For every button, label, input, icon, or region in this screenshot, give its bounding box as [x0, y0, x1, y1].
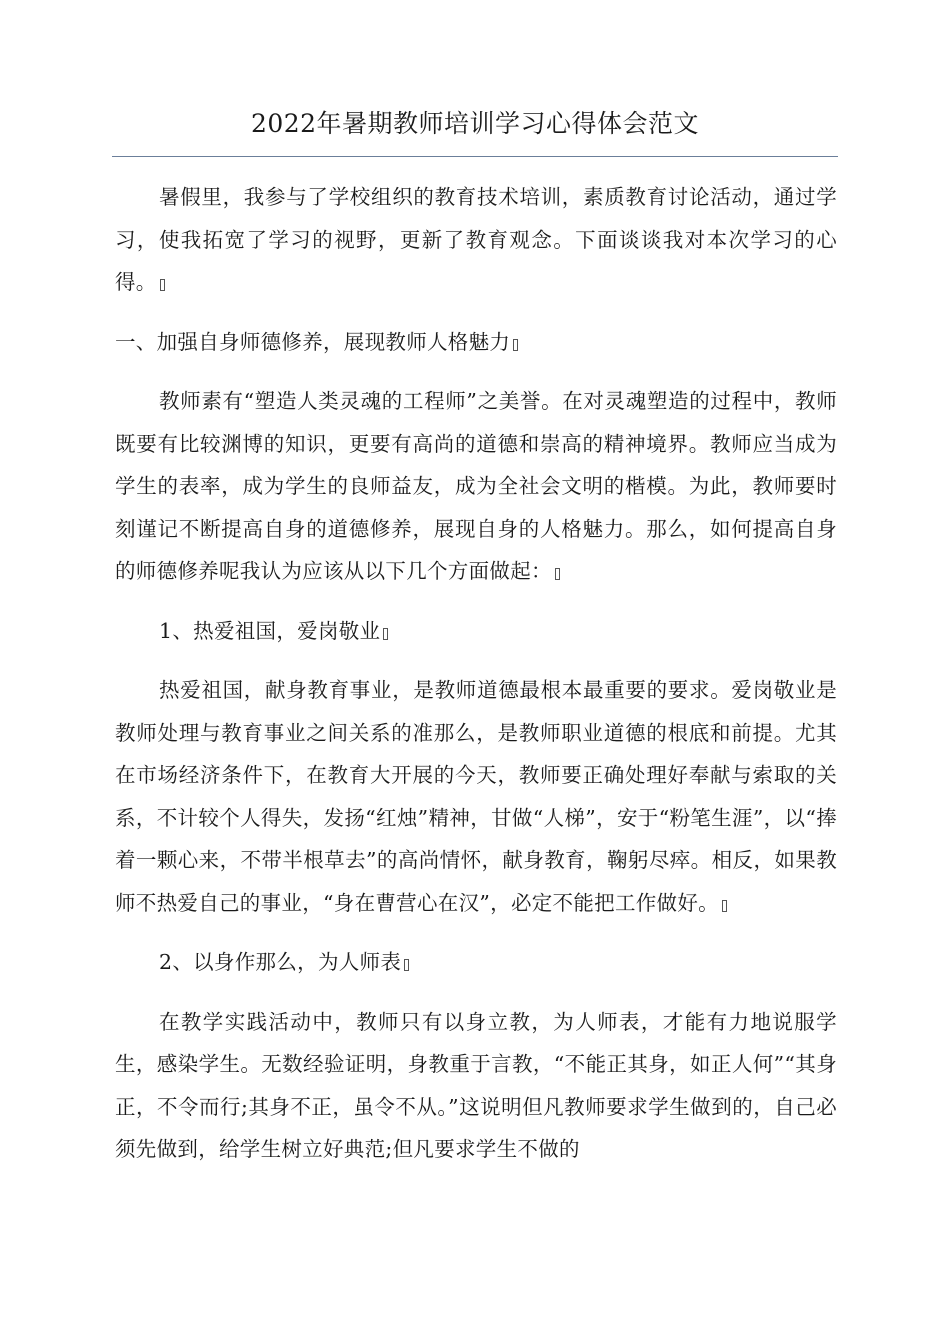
document-body	[115, 176, 837, 1171]
paragraph-text: 暑假里，我参与了学校组织的教育技术培训，素质教育讨论活动，通过学习，使我拓宽了学习的视野，更新了教育观念。下面谈谈我对本次学习的心得。	[115, 185, 837, 294]
paragraph-subsection-1	[115, 669, 837, 924]
subheading-1	[115, 610, 837, 653]
paragraph-mark-icon	[513, 339, 518, 351]
document-title: 2022年暑期教师培训学习心得体会范文	[250, 109, 700, 138]
paragraph-mark-icon	[404, 959, 409, 971]
subheading-text: 2、以身作那么，为人师表	[159, 950, 402, 974]
subheading-2	[115, 941, 837, 984]
paragraph-mark-icon	[555, 568, 560, 580]
paragraph-mark-icon	[383, 628, 388, 640]
paragraph-text: 在教学实践活动中，教师只有以身立教，为人师表，才能有力地说服学生，感染学生。无数经验证明，身教重于言教，“不能正其身，如正人何”“其身正，不令而行;其身不正，虽令不从。”这说明但凡教师要求学生做到的，自己必须先做到，给学生树立好典范;但凡要求学生不做的	[115, 1009, 837, 1161]
section-heading-1	[115, 321, 837, 364]
subheading-text: 1、热爱祖国，爱岗敬业	[159, 618, 381, 643]
heading-text: 一、加强自身师德修养，展现教师人格魅力	[115, 329, 511, 354]
paragraph-subsection-2	[115, 1001, 837, 1171]
paragraph-mark-icon	[722, 900, 727, 912]
paragraph-section-1	[115, 380, 837, 593]
title-divider	[112, 156, 838, 157]
paragraph-text: 教师素有“塑造人类灵魂的工程师”之美誉。在对灵魂塑造的过程中，教师既要有比较渊博的知识，更要有高尚的道德和崇高的精神境界。教师应当成为学生的表率，成为学生的良师益友，成为全社会文明的楷模。为此，教师要时刻谨记不断提高自身的道德修养，展现自身的人格魅力。那么，如何提高自身的师德修养呢我认为应该从以下几个方面做起：	[115, 389, 837, 583]
paragraph-mark-icon	[160, 279, 165, 291]
paragraph-text: 热爱祖国，献身教育事业，是教师道德最根本最重要的要求。爱岗敬业是教师处理与教育事业之间关系的准那么，是教师职业道德的根底和前提。尤其在市场经济条件下，在教育大开展的今天，教师要正确处理好奉献与索取的关系，不计较个人得失，发扬“红烛”精神，甘做“人梯”，安于“粉笔生涯”，以“捧着一颗心来，不带半根草去”的高尚情怀，献身教育，鞠躬尽瘁。相反，如果教师不热爱自己的事业，“身在曹营心在汉”，必定不能把工作做好。	[115, 678, 837, 915]
paragraph-intro	[115, 176, 837, 304]
